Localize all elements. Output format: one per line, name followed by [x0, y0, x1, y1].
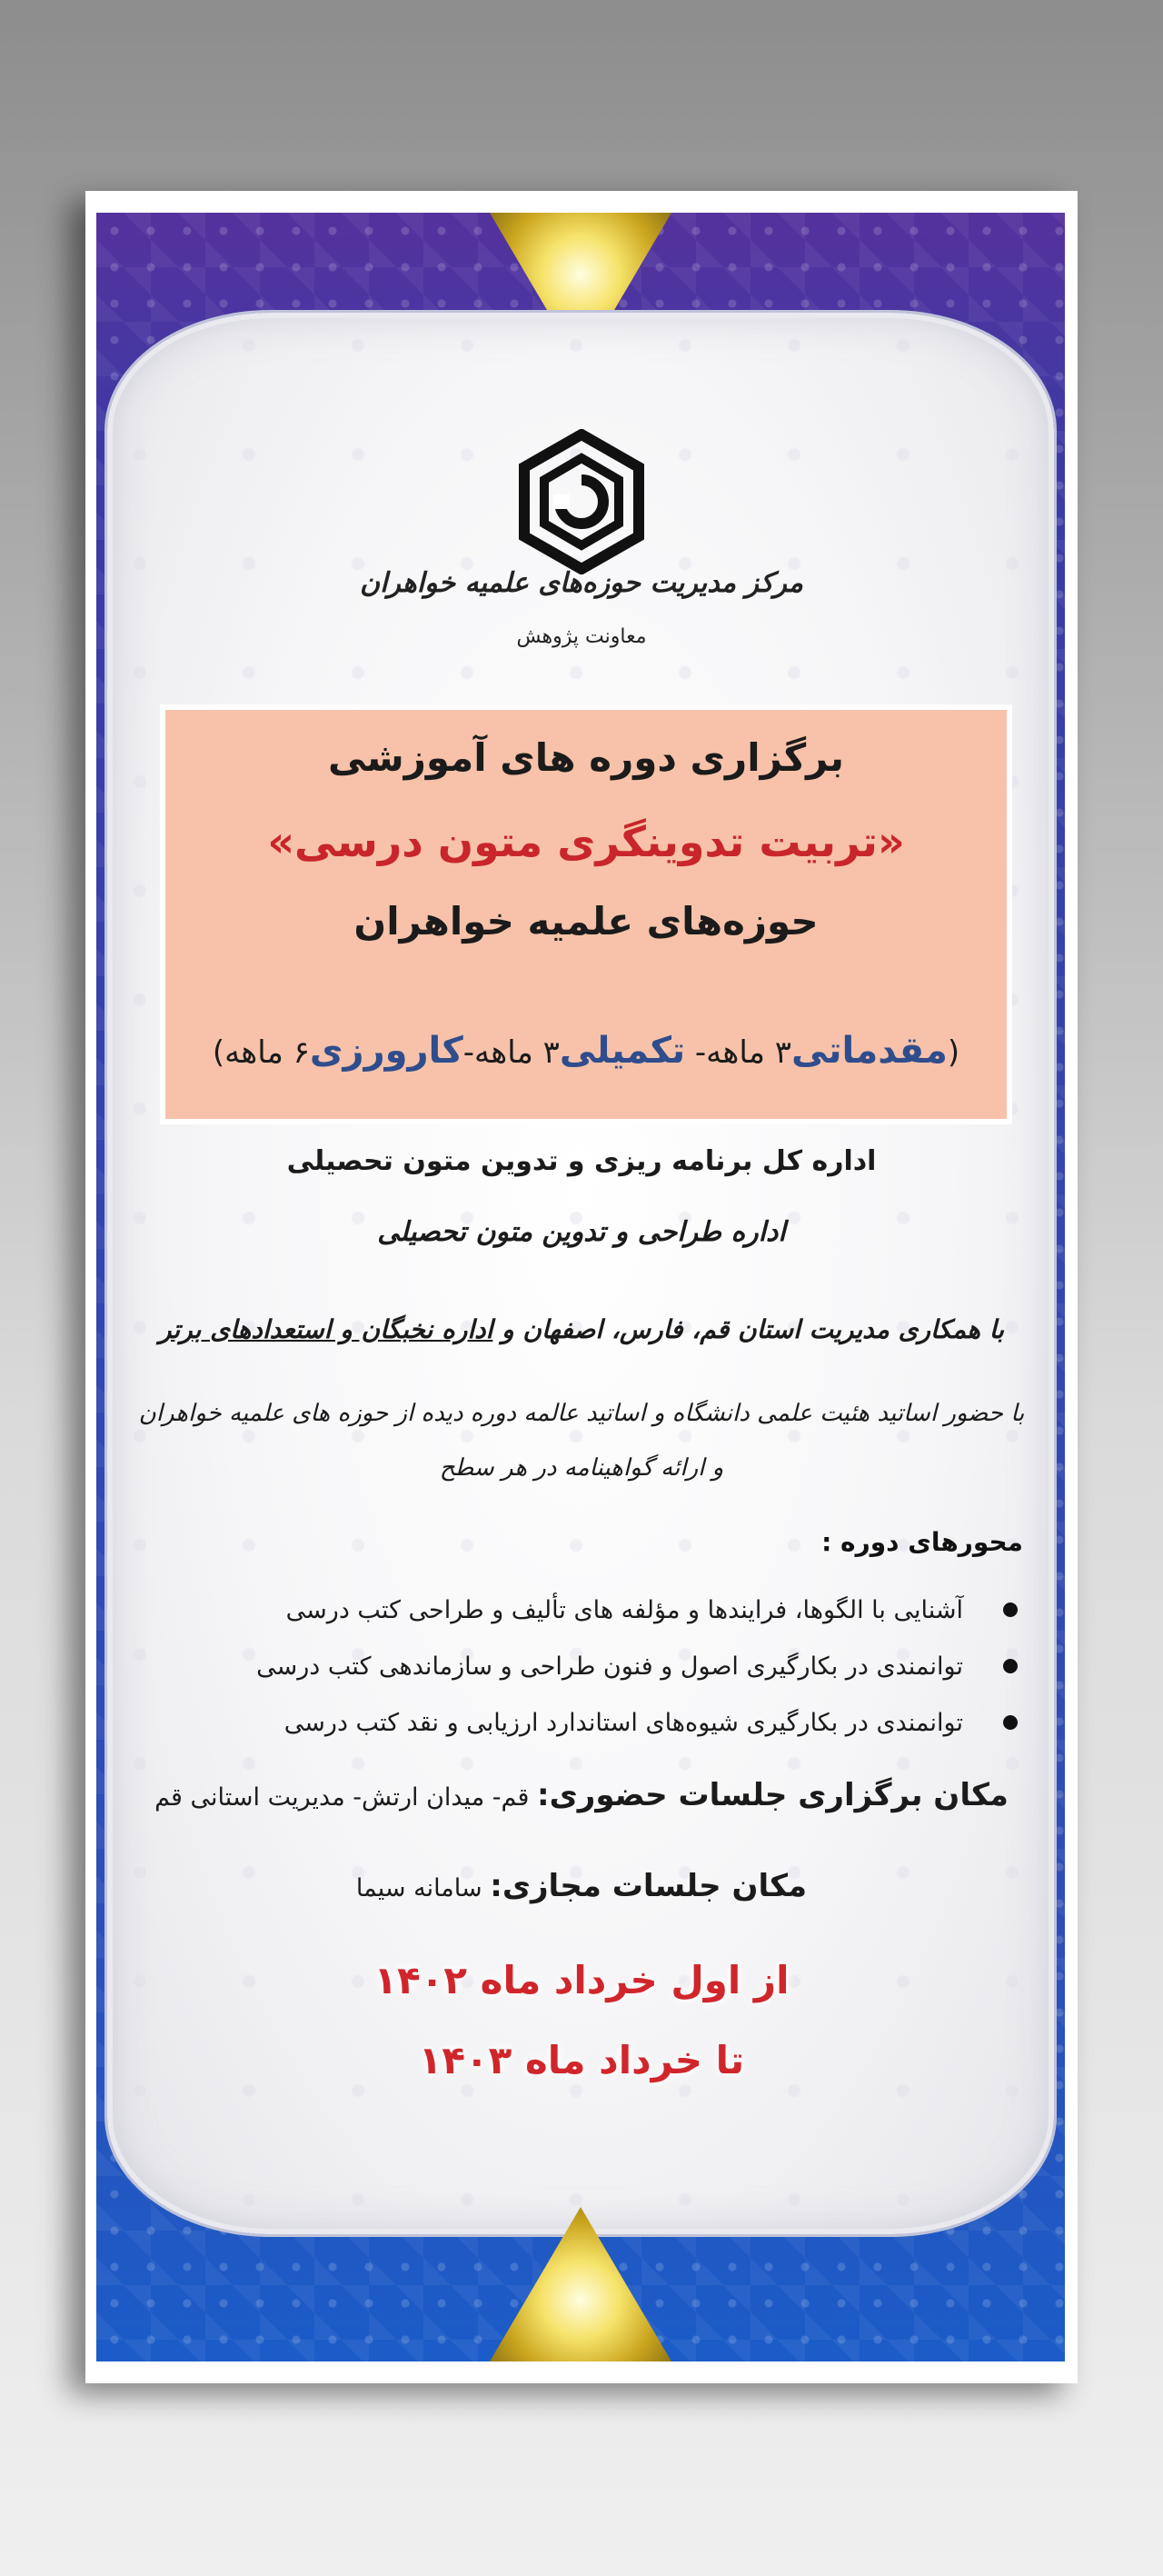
level-advanced-duration: ۳ ماهه- [462, 1034, 560, 1071]
level-internship-duration: ۶ ماهه) [212, 1034, 310, 1071]
level-internship: کارورزی [309, 1030, 463, 1072]
title-box [160, 704, 1012, 1124]
organizer-line-1: اداره کل برنامه ریزی و تدوین متون تحصیلی [286, 1145, 877, 1177]
axis-item-text: توانمندی در بکارگیری شیوه‌های استاندارد ارزیابی و نقد کتب درسی [283, 1708, 963, 1737]
level-introductory: مقدماتی [790, 1030, 948, 1072]
title-line-1: برگزاری دوره های آموزشی [327, 735, 845, 780]
bullet-icon [1003, 1659, 1018, 1673]
virtual-venue [85, 1868, 1078, 1904]
bullet-icon [1003, 1715, 1018, 1730]
note-line-2: و ارائه گواهینامه در هر سطح [439, 1454, 724, 1482]
axis-item-text: توانمندی در بکارگیری اصول و فنون طراحی و سازماندهی کتب درسی [256, 1652, 963, 1681]
department-subtitle: معاونت پژوهش [516, 625, 647, 648]
cooperation-prefix: با همکاری مدیریت استان قم، فارس، اصفهان و [502, 1314, 1005, 1344]
poster [85, 191, 1078, 2383]
organizer-line-2: اداره طراحی و تدوین متون تحصیلی [377, 1216, 786, 1248]
in-person-label: مکان برگزاری جلسات حضوری: [537, 1777, 1009, 1813]
virtual-label: مکان جلسات مجازی: [490, 1868, 808, 1904]
organization-logo-icon [513, 429, 650, 574]
list-item [151, 1582, 1023, 1638]
end-date: تا خرداد ماه ۱۴۰۳ [418, 2038, 745, 2082]
in-person-venue [85, 1777, 1078, 1813]
cooperation-underlined: اداره نخبگان و استعدادهای برتر [158, 1314, 493, 1344]
virtual-value: سامانه سیما [355, 1874, 482, 1902]
in-person-value: قم- میدان ارتش- مدیریت استانی قم [154, 1783, 530, 1812]
course-name: «تربیت تدوینگری متون درسی» [267, 817, 905, 866]
list-item [151, 1694, 1023, 1751]
list-item [151, 1638, 1023, 1694]
course-levels [165, 1030, 1007, 1072]
course-axes-title: محورهای دوره : [821, 1527, 1023, 1557]
content-panel [107, 313, 1054, 2234]
axis-item-text: آشنایی با الگوها، فرایندها و مؤلفه های تألیف و طراحی کتب درسی [285, 1595, 963, 1624]
level-advanced: تکمیلی [559, 1030, 686, 1072]
level-introductory-duration: ۳ ماهه- [694, 1034, 791, 1071]
title-line-3: حوزه‌های علمیه خواهران [353, 899, 819, 944]
cooperation-line [85, 1314, 1078, 1344]
bullet-icon [1003, 1603, 1018, 1617]
start-date: از اول خرداد ماه ۱۴۰۲ [373, 1958, 790, 2002]
note-line-1: با حضور اساتید هئیت علمی دانشگاه و اساتید عالمه دوره دیده از حوزه های علمیه خواهران [138, 1400, 1025, 1427]
organization-name-logotype: مرکز مدیریت حوزه‌های علمیه خواهران [360, 567, 803, 599]
course-axes-list [151, 1582, 1023, 1751]
levels-open-paren: ( [947, 1034, 960, 1071]
